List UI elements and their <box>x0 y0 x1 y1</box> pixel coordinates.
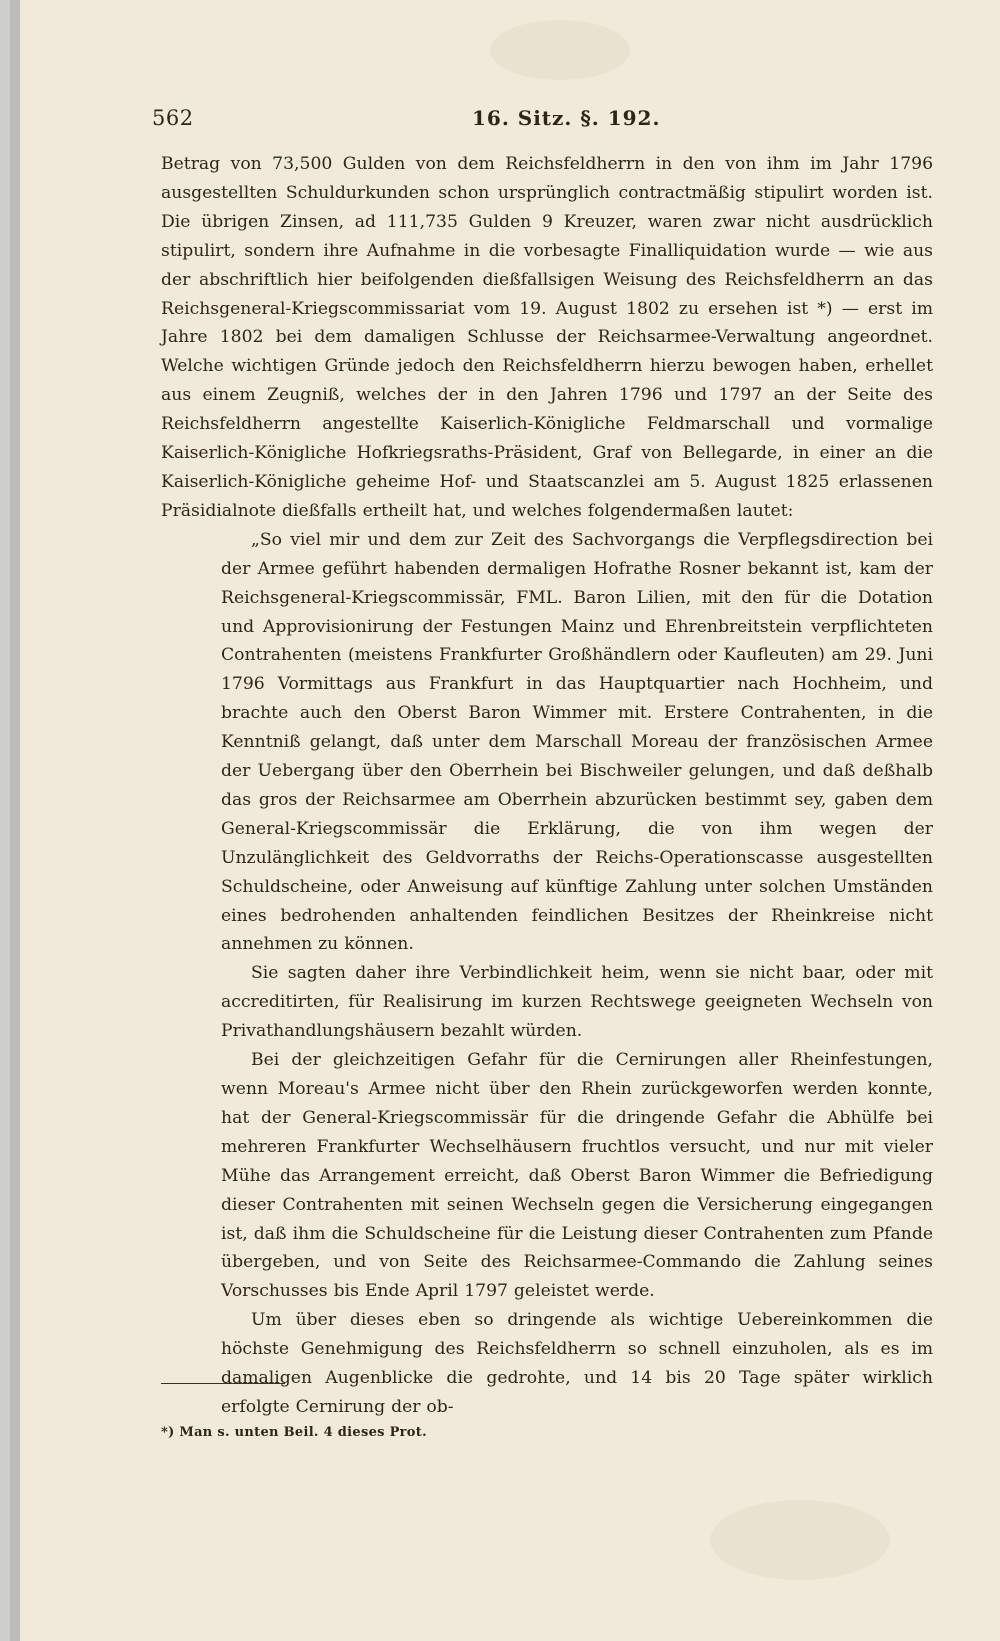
body-text <box>161 150 933 1422</box>
paper-stain <box>490 20 630 80</box>
running-head: 16. Sitz. §. 192. <box>472 106 661 130</box>
quote-paragraph: „So viel mir und dem zur Zeit des Sachvorgangs die Verpflegsdirection bei der Armee geführt habenden dermaligen Hofrathe Rosner bekannt ist, kam der Reichsgeneral-Kriegscommissär, FML. Baron Lilien, mit den für die Dotation und Approvisionirung der Festungen Mainz und Ehrenbreitstein verpflichteten Contrahenten (meistens Frankfurter Großhändlern oder Kaufleuten) am 29. Juni 1796 Vormittags aus Frankfurt in das Hauptquartier nach Hochheim, und brachte auch den Oberst Baron Wimmer mit. Erstere Contrahenten, in die Kenntniß gelangt, daß unter dem Marschall Moreau der französischen Armee der Uebergang über den Oberrhein bei Bischweiler gelungen, und daß deßhalb das gros der Reichsarmee am Oberrhein abzurücken bestimmt sey, gaben dem General-Kriegscommissär die Erklärung, die von ihm wegen der Unzulänglichkeit des Geldvorraths der Reichs-Operationscasse ausgestellten Schuldscheine, oder Anweisung auf künftige Zahlung unter solchen Umständen eines bedrohenden anhaltenden feindlichen Besitzes der Rheinkreise nicht annehmen zu können. <box>221 529 933 955</box>
paragraph: Betrag von 73,500 Gulden von dem Reichsfeldherrn in den von ihm im Jahr 1796 ausgestellten Schuldurkunden schon ursprünglich contractmäßig stipulirt worden ist. Die übrigen Zinsen, ad 111,735 Gulden 9 Kreuzer, waren zwar nicht ausdrücklich stipulirt, sondern ihre Aufnahme in die vorbesagte Finalliquidation wurde — wie aus der abschriftlich hier beifolgenden dießfallsigen Weisung des Reichsfeldherrn an das Reichsgeneral-Kriegscommissariat vom 19. August 1802 zu ersehen ist *) — erst im Jahre 1802 bei dem damaligen Schlusse der Reichsarmee-Verwaltung angeordnet. Welche wichtigen Gründe jedoch den Reichsfeldherrn hierzu bewogen haben, erhellet aus einem Zeugniß, welches der in den Jahren 1796 und 1797 an der Seite des Reichsfeldherrn angestellte Kaiserlich-Königliche Feldmarschall und vormalige Kaiserlich-Königliche Hofkriegsraths-Präsident, Graf von Bellegarde, in einer an die Kaiserlich-Königliche geheime Hof- und Staatscanzlei am 5. August 1825 erlassenen Präsidialnote dießfalls ertheilt hat, und welches folgendermaßen lautet: <box>161 154 933 521</box>
quote-paragraph: Sie sagten daher ihre Verbindlichkeit heim, wenn sie nicht baar, oder mit accreditirten, für Realisirung im kurzen Rechtswege geeigneten Wechseln von Privathandlungshäusern bezahlt würden. <box>221 963 933 1042</box>
quote-paragraph: Bei der gleichzeitigen Gefahr für die Cernirungen aller Rheinfestungen, wenn Moreau's Armee nicht über den Rhein zurückgeworfen werden konnte, hat der General-Kriegscommissär für die dringende Gefahr die Abhülfe bei mehreren Frankfurter Wechselhäusern fruchtlos versucht, und nur mit vieler Mühe das Arrangement erreicht, daß Oberst Baron Wimmer die Befriedigung dieser Contrahenten mit seinen Wechseln gegen die Versicherung eingegangen ist, daß ihm die Schuldscheine für die Leistung dieser Contrahenten zum Pfande übergeben, und von Seite des Reichsarmee-Commando die Zahlung seines Vorschusses bis Ende April 1797 geleistet werde. <box>221 1050 933 1302</box>
document-page <box>10 0 1000 1641</box>
quote-paragraph: Um über dieses eben so dringende als wichtige Uebereinkommen die höchste Genehmigung des Reichsfeldherrn so schnell einzuholen, als es im damaligen Augenblicke die gedrohte, und 14 bis 20 Tage später wirklich erfolgte Cernirung der ob- <box>221 1310 933 1417</box>
footnote-rule <box>161 1383 285 1384</box>
quotation-block <box>161 526 933 1422</box>
scan-edge <box>10 0 20 1641</box>
footnote: *) Man s. unten Beil. 4 dieses Prot. <box>161 1425 427 1440</box>
page-header <box>152 106 932 136</box>
page-number: 562 <box>152 106 194 130</box>
paper-stain <box>710 1500 890 1580</box>
